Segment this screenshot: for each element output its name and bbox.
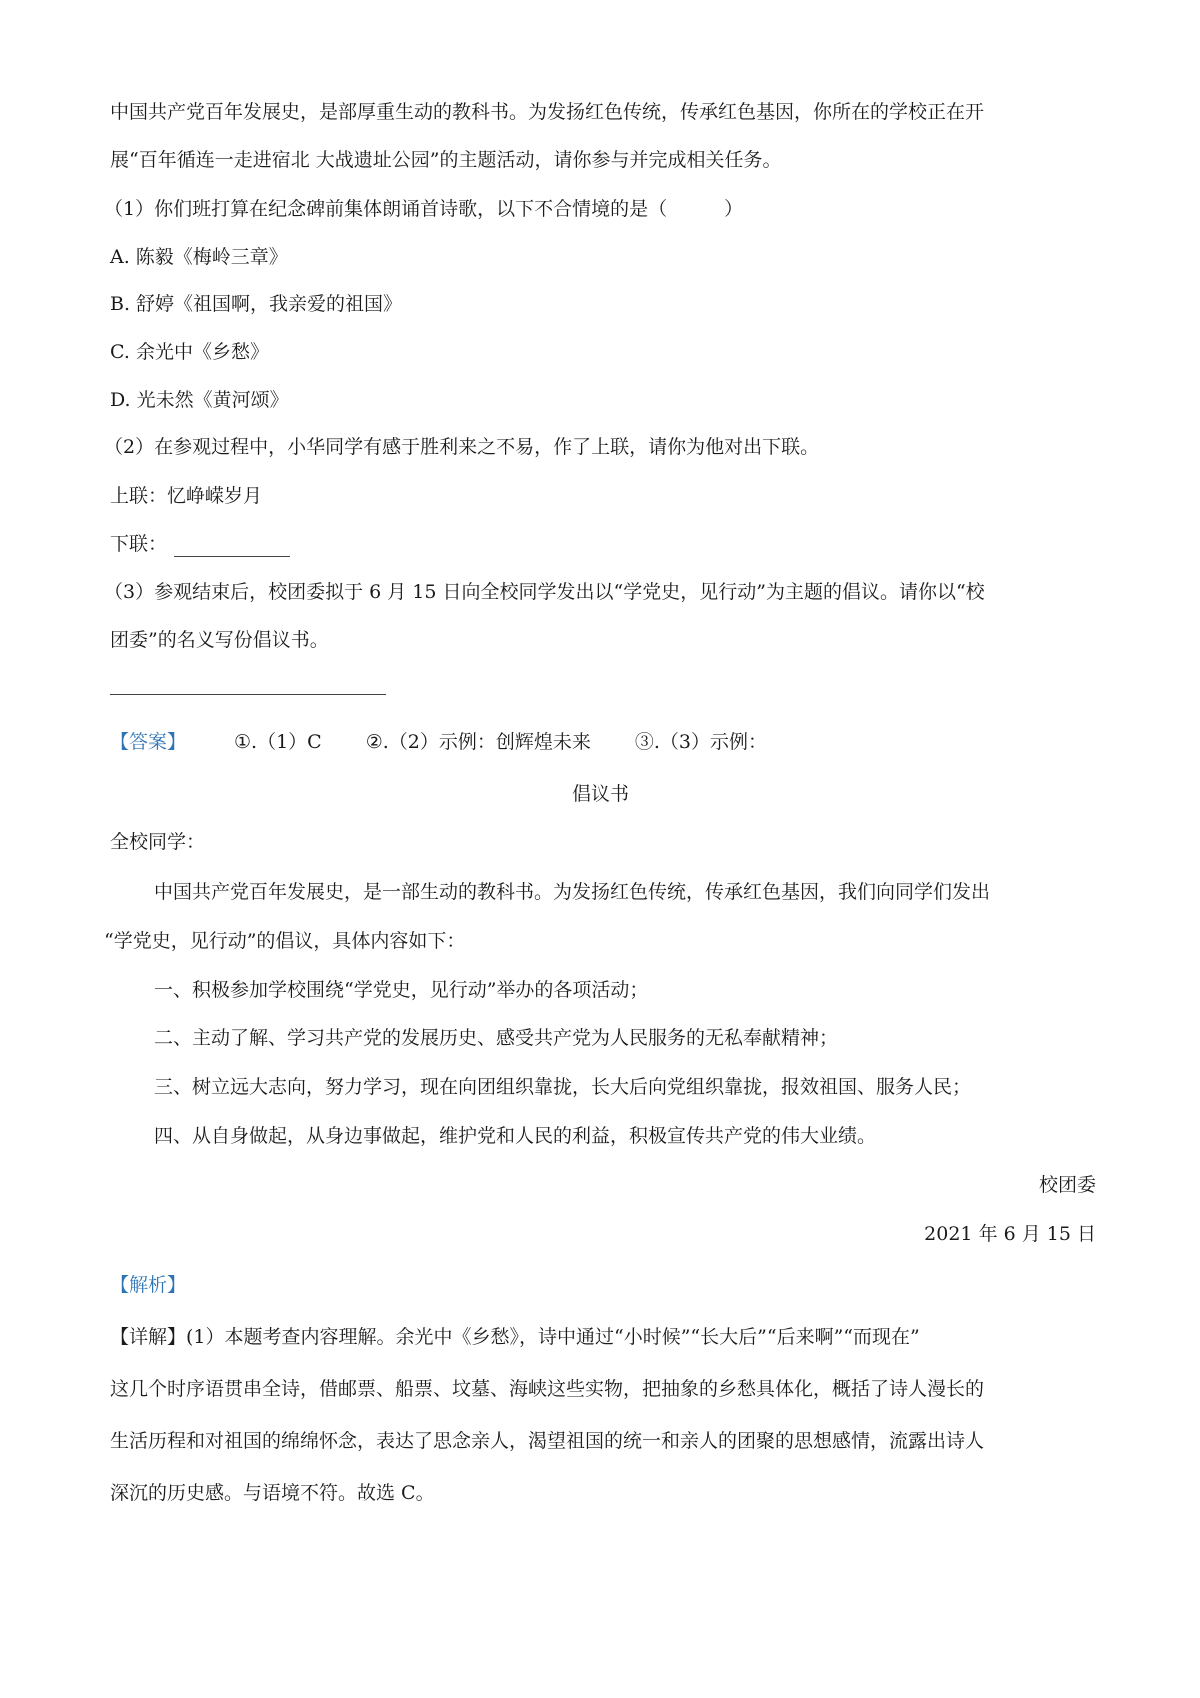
- letter-signature: 校团委: [1038, 1174, 1096, 1196]
- q1-option-c: C. 余光中《乡愁》: [110, 341, 269, 363]
- intro-line-2: 展“百年循连一走进宿北 大战遗址公园”的主题活动，请你参与并完成相关任务。: [110, 149, 782, 171]
- letter-point-1: 一、积极参加学校围绕“学党史，见行动”举办的各项活动；: [154, 979, 649, 1001]
- question-3-line-1: （3）参观结束后，校团委拟于 6 月 15 日向全校同学发出以“学党史，见行动”为主题的倡议。请你以“校: [104, 581, 985, 603]
- analysis-line-2: 这几个时序语贯串全诗，借邮票、船票、坟墓、海峡这些实物，把抽象的乡愁具体化，概括了诗人漫长的: [110, 1378, 985, 1400]
- letter-salutation: 全校同学：: [110, 831, 206, 853]
- analysis-line-4: 深沉的历史感。与语境不符。故选 C。: [110, 1482, 435, 1504]
- letter-date: 2021 年 6 月 15 日: [924, 1223, 1096, 1245]
- letter-body-line-2: “学党史，见行动”的倡议，具体内容如下：: [104, 930, 466, 952]
- answer-blank-line: [110, 694, 386, 695]
- letter-title: 倡议书: [572, 783, 630, 805]
- answer-row: [110, 729, 767, 755]
- analysis-tag: 【解析】: [110, 1274, 187, 1296]
- letter-point-3: 三、树立远大志向，努力学习，现在向团组织靠拢，长大后向党组织靠拢，报效祖国、服务人民；: [154, 1076, 972, 1098]
- upper-couplet: 上联：忆峥嵘岁月: [110, 485, 263, 507]
- answer-item-3: ③.（3）示例：: [634, 731, 768, 753]
- question-3-line-2: 团委”的名义写份倡议书。: [110, 629, 329, 651]
- letter-point-4: 四、从自身做起，从身边事做起，维护党和人民的利益，积极宣传共产党的伟大业绩。: [154, 1125, 877, 1147]
- intro-line-1: 中国共产党百年发展史，是部厚重生动的教科书。为发扬红色传统，传承红色基因，你所在的学校正在开: [110, 101, 985, 123]
- q1-option-b: B. 舒婷《祖国啊，我亲爱的祖国》: [110, 293, 403, 315]
- analysis-line-1: 【详解】(1）本题考查内容理解。余光中《乡愁》，诗中通过“小时候”“长大后”“后来啊”“而现在”: [110, 1326, 920, 1348]
- answer-item-2: ②.（2）示例：创辉煌未来: [365, 731, 591, 753]
- lower-couplet-blank: [174, 556, 290, 557]
- lower-couplet-label: 下联：: [110, 533, 168, 555]
- letter-point-2: 二、主动了解、学习共产党的发展历史、感受共产党为人民服务的无私奉献精神；: [154, 1027, 839, 1049]
- letter-body-line-1: 中国共产党百年发展史，是一部生动的教科书。为发扬红色传统，传承红色基因，我们向同学们发出: [154, 881, 991, 903]
- q1-option-a: A. 陈毅《梅岭三章》: [110, 246, 288, 268]
- q1-option-d: D. 光未然《黄河颂》: [110, 389, 289, 411]
- answer-item-1: ①.（1）C: [234, 731, 322, 753]
- question-1-stem: （1）你们班打算在纪念碑前集体朗诵首诗歌，以下不合情境的是（ ）: [104, 198, 744, 220]
- answer-tag: 【答案】: [110, 731, 187, 753]
- analysis-line-3: 生活历程和对祖国的绵绵怀念，表达了思念亲人，渴望祖国的统一和亲人的团聚的思想感情，流露出诗人: [110, 1430, 985, 1452]
- question-2-stem: （2）在参观过程中，小华同学有感于胜利来之不易，作了上联，请你为他对出下联。: [104, 436, 820, 458]
